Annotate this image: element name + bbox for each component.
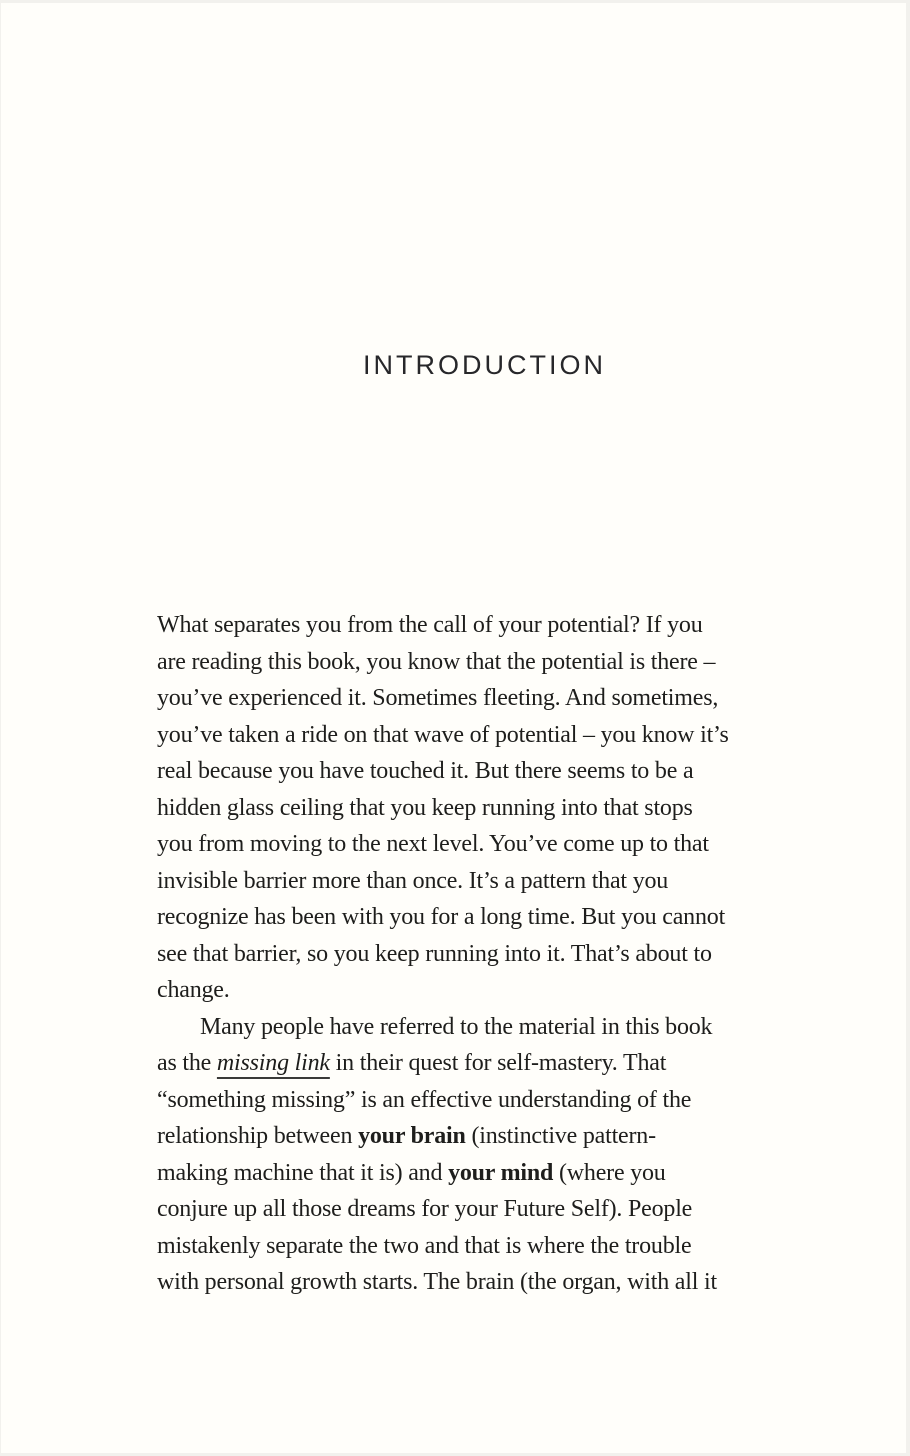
- text-line: [157, 1045, 813, 1082]
- text-segment: hidden glass ceiling that you keep running into that stops: [157, 794, 693, 821]
- text-segment: are reading this book, you know that the potential is there –: [157, 648, 716, 675]
- text-line: [157, 1191, 813, 1228]
- text-segment: recognize has been with you for a long time. But you cannot: [157, 904, 726, 930]
- text-segment: real because you have touched it. But there seems to be a: [157, 758, 694, 784]
- missing-link-reference[interactable]: missing link: [216, 1050, 330, 1076]
- text-segment: as the: [157, 1050, 217, 1076]
- text-segment: (instinctive pattern-: [465, 1123, 656, 1149]
- text-line: [157, 753, 813, 790]
- text-line: [157, 607, 813, 644]
- text-line: [157, 790, 813, 827]
- text-segment: see that barrier, so you keep running into it. That’s about to: [157, 940, 712, 967]
- bold-term: your brain: [358, 1123, 466, 1149]
- text-line: [157, 1009, 813, 1046]
- text-segment: you from moving to the next level. You’ve come up to that: [157, 831, 709, 857]
- paragraph: [157, 1009, 813, 1301]
- text-line: [157, 1082, 813, 1119]
- book-page: [1, 3, 906, 1453]
- text-line: [157, 863, 813, 900]
- text-line: [157, 1264, 813, 1301]
- text-segment: you’ve taken a ride on that wave of potential – you know it’s: [157, 721, 729, 748]
- text-segment: relationship between: [157, 1123, 359, 1149]
- text-line: [157, 899, 813, 936]
- text-line: [157, 1155, 813, 1192]
- text-line: [157, 644, 813, 681]
- bold-term: your mind: [448, 1159, 554, 1186]
- text-segment: making machine that it is) and: [157, 1159, 449, 1186]
- text-segment: What separates you from the call of your potential? If you: [157, 612, 703, 638]
- text-line: [157, 1228, 813, 1265]
- text-segment: Many people have referred to the material in this book: [200, 1013, 713, 1040]
- text-segment: with personal growth starts. The brain (the organ, with all it: [157, 1269, 717, 1295]
- text-segment: change.: [157, 977, 230, 1003]
- text-line: [157, 1118, 813, 1155]
- text-line: [157, 936, 813, 973]
- text-segment: you’ve experienced it. Sometimes fleeting. And sometimes,: [157, 685, 719, 711]
- text-line: [157, 972, 813, 1009]
- text-segment: invisible barrier more than once. It’s a pattern that you: [157, 867, 669, 894]
- page-body: [157, 607, 813, 1301]
- text-line: [157, 680, 813, 717]
- paragraph: [157, 607, 813, 1009]
- chapter-title: INTRODUCTION: [363, 350, 606, 380]
- text-segment: (where you: [553, 1159, 666, 1186]
- text-segment: “something missing” is an effective understanding of the: [157, 1086, 692, 1113]
- text-line: [157, 717, 813, 754]
- text-segment: in their quest for self-mastery. That: [329, 1050, 667, 1076]
- text-line: [157, 826, 813, 863]
- text-segment: mistakenly separate the two and that is where the trouble: [157, 1232, 692, 1259]
- text-segment: conjure up all those dreams for your Future Self). People: [157, 1196, 693, 1222]
